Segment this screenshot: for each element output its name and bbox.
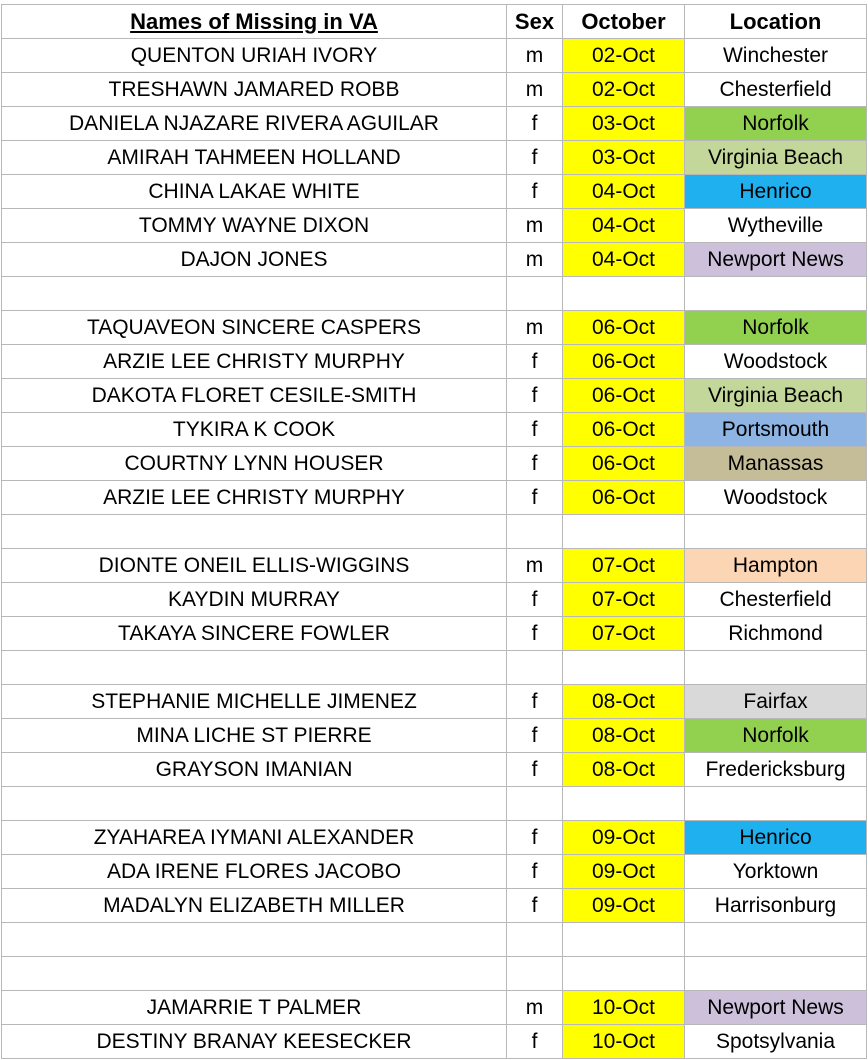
sex-cell[interactable]: m xyxy=(507,311,563,345)
date-cell[interactable]: 10-Oct xyxy=(563,991,685,1025)
sex-cell[interactable]: m xyxy=(507,73,563,107)
location-cell[interactable]: Virginia Beach xyxy=(685,379,867,413)
date-cell[interactable]: 07-Oct xyxy=(563,583,685,617)
name-cell[interactable]: ARZIE LEE CHRISTY MURPHY xyxy=(2,481,507,515)
location-cell[interactable]: Chesterfield xyxy=(685,73,867,107)
sex-cell[interactable]: f xyxy=(507,345,563,379)
table-row xyxy=(2,175,867,209)
name-cell[interactable]: TRESHAWN JAMARED ROBB xyxy=(2,73,507,107)
table-row xyxy=(2,413,867,447)
sex-cell[interactable]: m xyxy=(507,39,563,73)
table-row xyxy=(2,855,867,889)
location-cell[interactable] xyxy=(685,957,867,991)
date-cell[interactable]: 06-Oct xyxy=(563,413,685,447)
date-cell[interactable]: 08-Oct xyxy=(563,719,685,753)
name-cell[interactable]: MINA LICHE ST PIERRE xyxy=(2,719,507,753)
location-cell[interactable]: Chesterfield xyxy=(685,583,867,617)
blank-row xyxy=(2,787,867,821)
date-cell[interactable]: 04-Oct xyxy=(563,243,685,277)
name-cell[interactable]: TOMMY WAYNE DIXON xyxy=(2,209,507,243)
name-cell[interactable]: DIONTE ONEIL ELLIS-WIGGINS xyxy=(2,549,507,583)
location-cell[interactable]: Norfolk xyxy=(685,719,867,753)
sex-cell[interactable]: f xyxy=(507,719,563,753)
sex-cell[interactable]: f xyxy=(507,821,563,855)
location-cell[interactable]: Norfolk xyxy=(685,107,867,141)
date-cell[interactable]: 06-Oct xyxy=(563,447,685,481)
location-cell[interactable]: Fredericksburg xyxy=(685,753,867,787)
name-cell[interactable]: TYKIRA K COOK xyxy=(2,413,507,447)
date-cell[interactable]: 07-Oct xyxy=(563,549,685,583)
name-cell[interactable]: ARZIE LEE CHRISTY MURPHY xyxy=(2,345,507,379)
location-cell[interactable]: Yorktown xyxy=(685,855,867,889)
name-cell[interactable]: AMIRAH TAHMEEN HOLLAND xyxy=(2,141,507,175)
location-cell[interactable]: Fairfax xyxy=(685,685,867,719)
sex-cell[interactable]: f xyxy=(507,175,563,209)
name-cell[interactable] xyxy=(2,651,507,685)
blank-row xyxy=(2,923,867,957)
sex-cell[interactable] xyxy=(507,923,563,957)
date-cell[interactable]: 06-Oct xyxy=(563,481,685,515)
sex-cell[interactable]: f xyxy=(507,889,563,923)
date-cell[interactable] xyxy=(563,923,685,957)
blank-row xyxy=(2,277,867,311)
sex-cell[interactable]: m xyxy=(507,549,563,583)
sex-cell[interactable]: f xyxy=(507,141,563,175)
table-row xyxy=(2,345,867,379)
location-cell[interactable]: Newport News xyxy=(685,243,867,277)
name-cell[interactable]: DESTINY BRANAY KEESECKER xyxy=(2,1025,507,1059)
sex-cell[interactable] xyxy=(507,787,563,821)
sex-cell[interactable]: f xyxy=(507,753,563,787)
name-cell[interactable]: STEPHANIE MICHELLE JIMENEZ xyxy=(2,685,507,719)
name-cell[interactable]: COURTNY LYNN HOUSER xyxy=(2,447,507,481)
name-cell[interactable]: DANIELA NJAZARE RIVERA AGUILAR xyxy=(2,107,507,141)
blank-row xyxy=(2,515,867,549)
name-cell[interactable]: MADALYN ELIZABETH MILLER xyxy=(2,889,507,923)
table-row xyxy=(2,73,867,107)
date-cell[interactable] xyxy=(563,651,685,685)
name-cell[interactable]: DAKOTA FLORET CESILE-SMITH xyxy=(2,379,507,413)
location-cell[interactable]: Virginia Beach xyxy=(685,141,867,175)
sex-cell[interactable] xyxy=(507,651,563,685)
table-row xyxy=(2,549,867,583)
date-cell[interactable]: 03-Oct xyxy=(563,141,685,175)
location-cell[interactable]: Wytheville xyxy=(685,209,867,243)
header-name[interactable]: Names of Missing in VA xyxy=(2,5,507,39)
date-cell[interactable] xyxy=(563,787,685,821)
location-cell[interactable] xyxy=(685,923,867,957)
name-cell[interactable]: CHINA LAKAE WHITE xyxy=(2,175,507,209)
header-row xyxy=(2,5,867,39)
sex-cell[interactable]: f xyxy=(507,481,563,515)
date-cell[interactable]: 06-Oct xyxy=(563,311,685,345)
name-cell[interactable]: ZYAHAREA IYMANI ALEXANDER xyxy=(2,821,507,855)
table-row xyxy=(2,685,867,719)
table-row xyxy=(2,39,867,73)
header-location[interactable]: Location xyxy=(685,5,867,39)
header-sex[interactable]: Sex xyxy=(507,5,563,39)
table-row xyxy=(2,991,867,1025)
date-cell[interactable]: 08-Oct xyxy=(563,753,685,787)
date-cell[interactable]: 09-Oct xyxy=(563,821,685,855)
location-cell[interactable]: Norfolk xyxy=(685,311,867,345)
table-row xyxy=(2,379,867,413)
sex-cell[interactable] xyxy=(507,277,563,311)
header-month[interactable]: October xyxy=(563,5,685,39)
date-cell[interactable]: 04-Oct xyxy=(563,175,685,209)
name-cell[interactable] xyxy=(2,957,507,991)
location-cell[interactable]: Harrisonburg xyxy=(685,889,867,923)
location-cell[interactable]: Hampton xyxy=(685,549,867,583)
location-cell[interactable]: Spotsylvania xyxy=(685,1025,867,1059)
name-cell[interactable]: QUENTON URIAH IVORY xyxy=(2,39,507,73)
name-cell[interactable] xyxy=(2,923,507,957)
date-cell[interactable]: 08-Oct xyxy=(563,685,685,719)
table-row xyxy=(2,107,867,141)
date-cell[interactable]: 06-Oct xyxy=(563,345,685,379)
sex-cell[interactable]: m xyxy=(507,991,563,1025)
table-row xyxy=(2,447,867,481)
table-row xyxy=(2,821,867,855)
table-row xyxy=(2,311,867,345)
location-cell[interactable] xyxy=(685,651,867,685)
sex-cell[interactable]: f xyxy=(507,1025,563,1059)
location-cell[interactable]: Portsmouth xyxy=(685,413,867,447)
table-row xyxy=(2,889,867,923)
table-row xyxy=(2,719,867,753)
date-cell[interactable]: 07-Oct xyxy=(563,617,685,651)
date-cell[interactable]: 02-Oct xyxy=(563,39,685,73)
table-body xyxy=(2,39,867,1059)
date-cell[interactable]: 03-Oct xyxy=(563,107,685,141)
sex-cell[interactable]: f xyxy=(507,447,563,481)
location-cell[interactable]: Woodstock xyxy=(685,481,867,515)
location-cell[interactable]: Henrico xyxy=(685,821,867,855)
table-row xyxy=(2,481,867,515)
name-cell[interactable]: DAJON JONES xyxy=(2,243,507,277)
location-cell[interactable]: Winchester xyxy=(685,39,867,73)
location-cell[interactable]: Richmond xyxy=(685,617,867,651)
table-row xyxy=(2,583,867,617)
name-cell[interactable]: JAMARRIE T PALMER xyxy=(2,991,507,1025)
date-cell[interactable]: 10-Oct xyxy=(563,1025,685,1059)
sex-cell[interactable]: f xyxy=(507,107,563,141)
table-row xyxy=(2,243,867,277)
location-cell[interactable]: Newport News xyxy=(685,991,867,1025)
name-cell[interactable]: KAYDIN MURRAY xyxy=(2,583,507,617)
sex-cell[interactable]: f xyxy=(507,413,563,447)
table-row xyxy=(2,753,867,787)
date-cell[interactable]: 06-Oct xyxy=(563,379,685,413)
sex-cell[interactable] xyxy=(507,515,563,549)
date-cell[interactable]: 09-Oct xyxy=(563,889,685,923)
blank-row xyxy=(2,957,867,991)
table-row xyxy=(2,1025,867,1059)
sex-cell[interactable]: f xyxy=(507,855,563,889)
date-cell[interactable]: 09-Oct xyxy=(563,855,685,889)
sex-cell[interactable]: f xyxy=(507,617,563,651)
location-cell[interactable]: Woodstock xyxy=(685,345,867,379)
date-cell[interactable] xyxy=(563,277,685,311)
location-cell[interactable] xyxy=(685,787,867,821)
sex-cell[interactable] xyxy=(507,957,563,991)
sex-cell[interactable]: f xyxy=(507,583,563,617)
table-row xyxy=(2,141,867,175)
sex-cell[interactable]: f xyxy=(507,685,563,719)
date-cell[interactable] xyxy=(563,957,685,991)
name-cell[interactable] xyxy=(2,277,507,311)
name-cell[interactable] xyxy=(2,787,507,821)
name-cell[interactable] xyxy=(2,515,507,549)
sex-cell[interactable]: f xyxy=(507,379,563,413)
location-cell[interactable]: Henrico xyxy=(685,175,867,209)
name-cell[interactable]: GRAYSON IMANIAN xyxy=(2,753,507,787)
sex-cell[interactable]: m xyxy=(507,209,563,243)
name-cell[interactable]: TAKAYA SINCERE FOWLER xyxy=(2,617,507,651)
location-cell[interactable]: Manassas xyxy=(685,447,867,481)
name-cell[interactable]: ADA IRENE FLORES JACOBO xyxy=(2,855,507,889)
date-cell[interactable]: 02-Oct xyxy=(563,73,685,107)
table-row xyxy=(2,617,867,651)
table-row xyxy=(2,209,867,243)
name-cell[interactable]: TAQUAVEON SINCERE CASPERS xyxy=(2,311,507,345)
sex-cell[interactable]: m xyxy=(507,243,563,277)
date-cell[interactable]: 04-Oct xyxy=(563,209,685,243)
date-cell[interactable] xyxy=(563,515,685,549)
missing-persons-table xyxy=(1,4,867,1059)
location-cell[interactable] xyxy=(685,515,867,549)
location-cell[interactable] xyxy=(685,277,867,311)
blank-row xyxy=(2,651,867,685)
